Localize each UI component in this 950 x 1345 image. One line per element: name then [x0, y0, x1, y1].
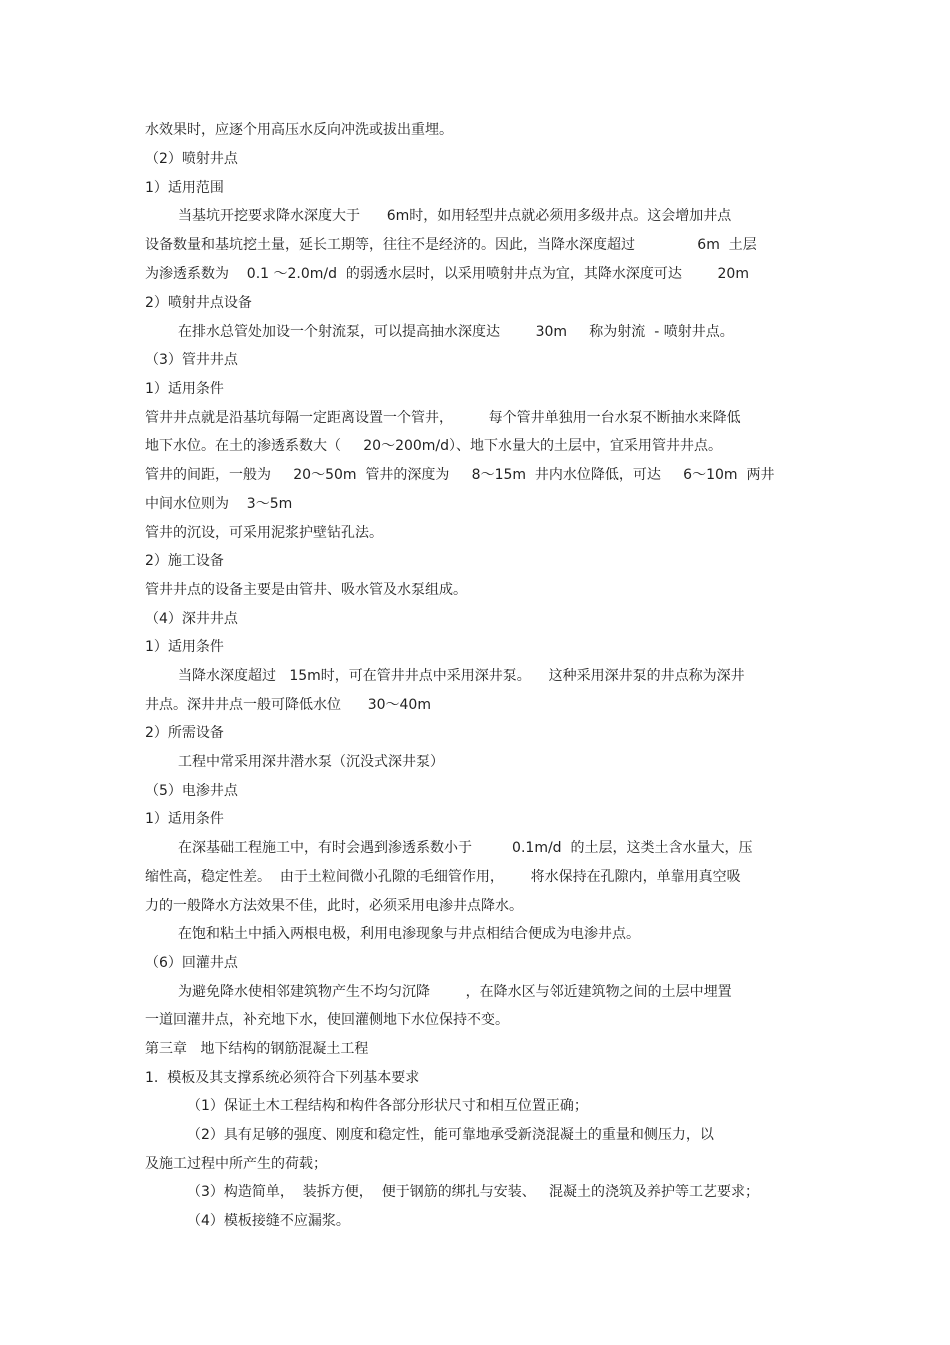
text-line: 水效果时，应逐个用高压水反向冲洗或拔出重埋。	[145, 122, 453, 138]
numbered-heading: 1. 模板及其支撑系统必须符合下列基本要求	[145, 1070, 420, 1086]
text-line: 中间水位则为 3～5m	[145, 496, 293, 512]
text-line: 工程中常采用深井潜水泵（沉没式深井泵）	[178, 754, 444, 770]
list-item: （3）构造简单， 装拆方便， 便于钢筋的绑扎与安装、 混凝土的浇筑及养护等工艺要求；	[187, 1184, 760, 1200]
chapter-heading: 第三章 地下结构的钢筋混凝土工程	[145, 1041, 369, 1057]
section-heading: （2）喷射井点	[145, 151, 238, 167]
text-line: 及施工过程中所产生的荷载；	[145, 1156, 327, 1172]
list-item: （2）具有足够的强度、刚度和稳定性，能可靠地承受新浇混凝土的重量和侧压力，以	[187, 1127, 714, 1143]
list-item: （4）模板接缝不应漏浆。	[187, 1213, 350, 1229]
subsection-heading: 1）适用条件	[145, 811, 224, 827]
list-item: （1）保证土木工程结构和构件各部分形状尺寸和相互位置正确；	[187, 1098, 588, 1114]
subsection-heading: 2）喷射井点设备	[145, 295, 252, 311]
subsection-heading: 2）施工设备	[145, 553, 224, 569]
subsection-heading: 2）所需设备	[145, 725, 224, 741]
text-line: 管井井点就是沿基坑每隔一定距离设置一个管井， 每个管井单独用一台水泵不断抽水来降低	[145, 410, 741, 426]
text-line: 力的一般降水方法效果不佳，此时，必须采用电渗井点降水。	[145, 898, 523, 914]
text-line: 当基坑开挖要求降水深度大于 6m时，如用轻型井点就必须用多级井点。这会增加井点	[178, 208, 732, 224]
subsection-heading: 1）适用条件	[145, 381, 224, 397]
text-line: 管井的沉设，可采用泥浆护壁钻孔法。	[145, 525, 383, 541]
text-line: 在排水总管处加设一个射流泵，可以提高抽水深度达 30m 称为射流 - 喷射井点。	[178, 324, 734, 340]
text-line: 一道回灌井点，补充地下水，使回灌侧地下水位保持不变。	[145, 1012, 509, 1028]
text-line: 为渗透系数为 0.1 ～2.0m/d 的弱透水层时，以采用喷射井点为宜，其降水深度可达 20m	[145, 266, 749, 282]
text-line: 地下水位。在土的渗透系数大（ 20～200m/d）、地下水量大的土层中，宜采用管井井点。	[145, 438, 723, 454]
subsection-heading: 1）适用条件	[145, 639, 224, 655]
text-line: 管井的间距，一般为 20～50m 管井的深度为 8～15m 井内水位降低，可达 6～10m 两井	[145, 467, 775, 483]
section-heading: （4）深井井点	[145, 611, 238, 627]
text-line: 为避免降水使相邻建筑物产生不均匀沉降 ，在降水区与邻近建筑物之间的土层中埋置	[178, 984, 732, 1000]
section-heading: （3）管井井点	[145, 352, 238, 368]
text-line: 设备数量和基坑挖土量，延长工期等，往往不是经济的。因此，当降水深度超过 6m 土层	[145, 237, 757, 253]
text-line: 在深基础工程施工中，有时会遇到渗透系数小于 0.1m/d 的土层，这类土含水量大，压	[178, 840, 753, 856]
text-line: 井点。深井井点一般可降低水位 30～40m	[145, 697, 431, 713]
text-line: 当降水深度超过 15m时，可在管井井点中采用深井泵。 这种采用深井泵的井点称为深井	[178, 668, 745, 684]
text-line: 管井井点的设备主要是由管井、吸水管及水泵组成。	[145, 582, 467, 598]
subsection-heading: 1）适用范围	[145, 180, 224, 196]
text-line: 在饱和粘土中插入两根电极，利用电渗现象与井点相结合便成为电渗井点。	[178, 926, 640, 942]
section-heading: （5）电渗井点	[145, 783, 238, 799]
text-line: 缩性高，稳定性差。 由于土粒间微小孔隙的毛细管作用， 将水保持在孔隙内，单靠用真空吸	[145, 869, 741, 885]
section-heading: （6）回灌井点	[145, 955, 238, 971]
